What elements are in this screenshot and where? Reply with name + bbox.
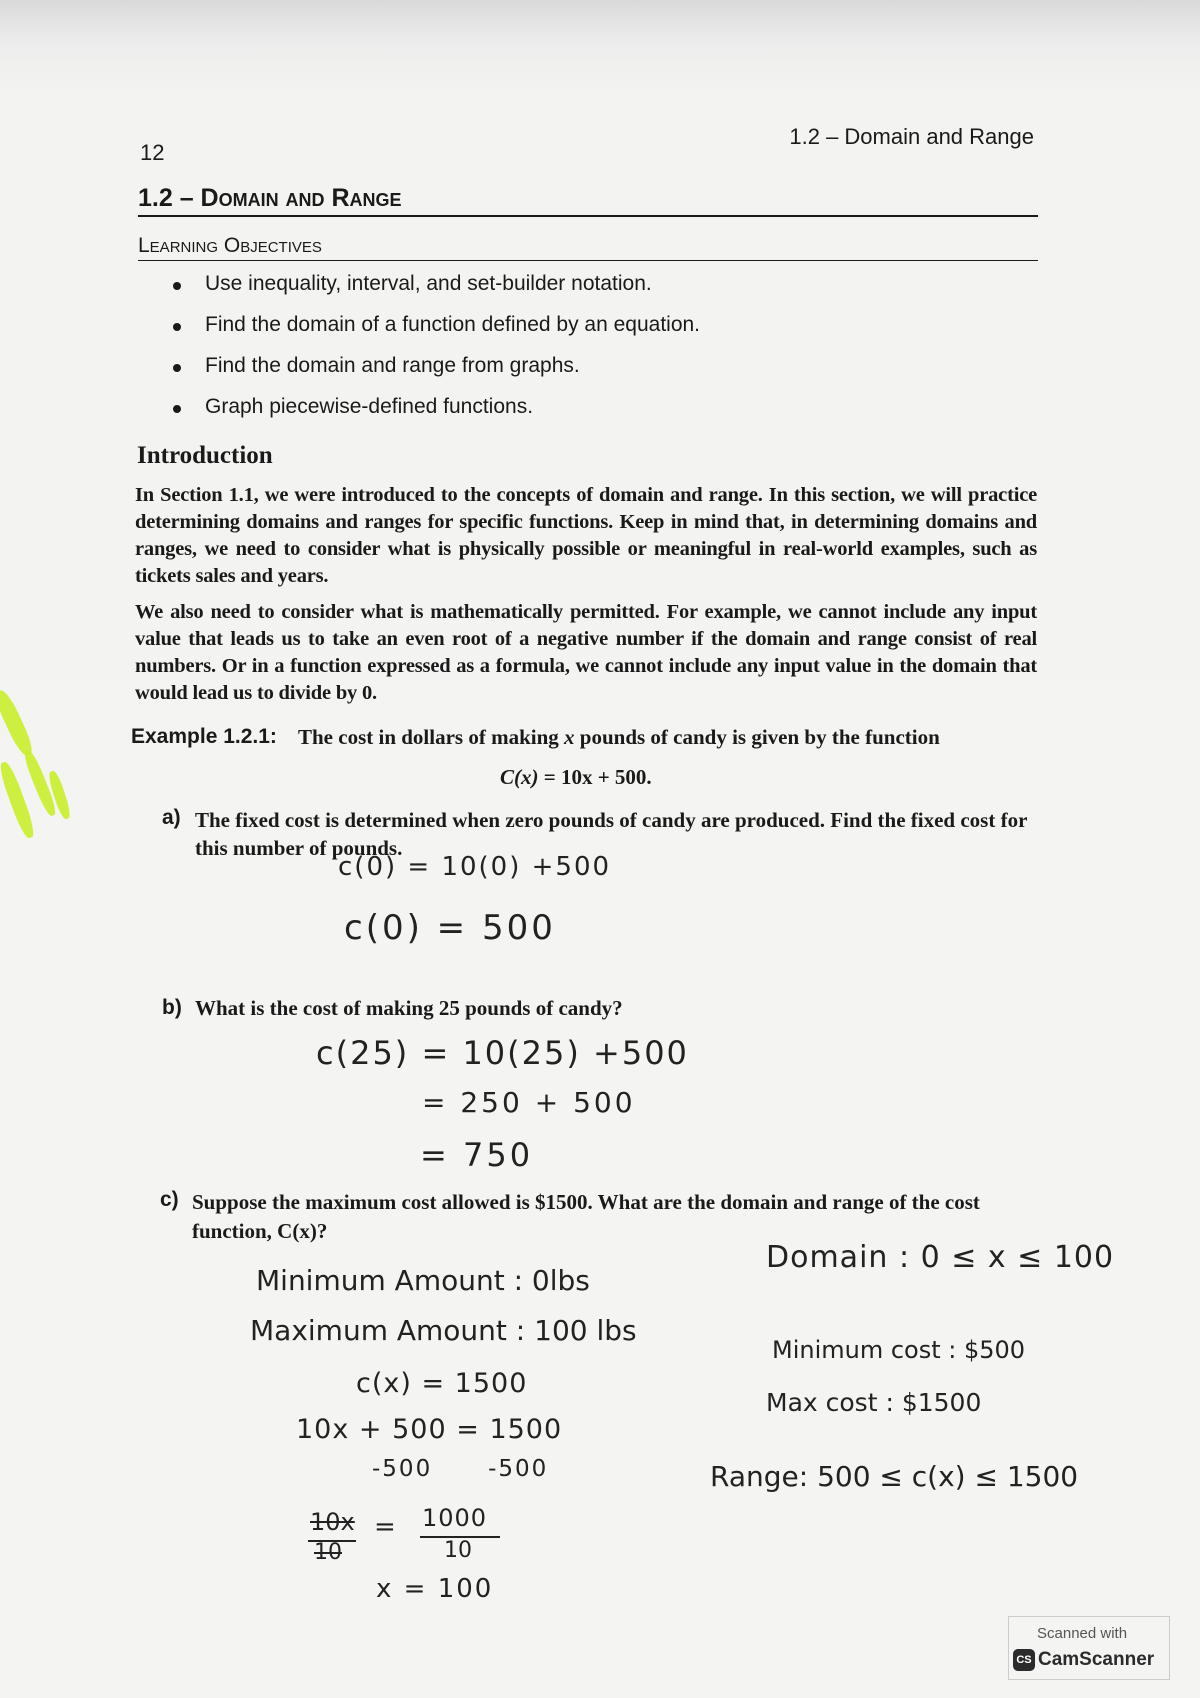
handwritten-domain: Domain : 0 ≤ x ≤ 100 [766, 1240, 1115, 1275]
handwritten-min-cost: Minimum cost : $500 [772, 1336, 1026, 1364]
section-title: 1.2 – Domain and Range [138, 184, 1038, 217]
handwritten-min-amount: Minimum Amount : 0lbs [256, 1264, 590, 1297]
scanner-watermark [1008, 1616, 1170, 1680]
fraction-right-denominator: 10 [444, 1538, 472, 1563]
example-variable: x [564, 725, 575, 749]
question-b-label: b) [162, 996, 182, 1019]
fraction-left-denominator: 10 [314, 1540, 342, 1565]
handwritten-b-line1: c(25) = 10(25) +500 [316, 1034, 689, 1072]
handwritten-range: Range: 500 ≤ c(x) ≤ 1500 [710, 1460, 1079, 1493]
handwritten-fraction-left [306, 1508, 366, 1578]
objective-item: Graph piecewise-defined functions. [165, 395, 1025, 436]
handwritten-equation-2: 10x + 500 = 1500 [296, 1414, 563, 1445]
handwritten-b-line3: = 750 [420, 1136, 534, 1174]
formula-lhs: C(x) [500, 765, 539, 789]
example-label: Example 1.2.1: [131, 725, 277, 748]
objective-item: Find the domain of a function defined by an equation. [165, 313, 1025, 354]
question-c: Suppose the maximum cost allowed is $1500. What are the domain and range of the cost function, C(x)? [192, 1190, 980, 1243]
formula-rhs: = 10x + 500. [538, 765, 652, 789]
objective-item: Find the domain and range from graphs. [165, 354, 1025, 395]
cost-formula [500, 765, 652, 790]
example-text-after: pounds of candy is given by the function [574, 725, 940, 749]
example-statement [298, 725, 940, 750]
question-a-label: a) [162, 806, 181, 829]
handwritten-max-cost: Max cost : $1500 [766, 1388, 982, 1417]
handwritten-a-line1: c(0) = 10(0) +500 [338, 852, 612, 882]
scanner-brand [1013, 1649, 1154, 1671]
objectives-title: Learning Objectives [138, 234, 1038, 261]
fraction-right-numerator: 1000 [422, 1504, 488, 1532]
handwritten-b-line2: = 250 + 500 [422, 1086, 636, 1119]
scanner-caption: Scanned with [1037, 1625, 1128, 1642]
handwritten-a-line2: c(0) = 500 [344, 908, 556, 948]
handwritten-equation-1: c(x) = 1500 [356, 1368, 528, 1399]
fraction-left-numerator: 10x [310, 1508, 355, 1536]
question-b: What is the cost of making 25 pounds of candy? [195, 996, 623, 1020]
question-c-label: c) [160, 1188, 179, 1211]
question-a: The fixed cost is determined when zero pounds of candy are produced. Find the fixed cost for this number of pounds. [195, 808, 1028, 860]
handwritten-max-amount: Maximum Amount : 100 lbs [250, 1314, 637, 1347]
page-number: 12 [140, 140, 165, 165]
introduction-heading: Introduction [137, 442, 273, 469]
intro-paragraph-1: In Section 1.1, we were introduced to the concepts of domain and range. In this section, we will practice determining domains and ranges for specific functions. Keep in mind that, in determining domains and ranges, we need to consider what is physically possible or meaningful in real-world examples, such as tickets sales and years. [135, 484, 1037, 587]
highlighter-mark [0, 688, 36, 758]
scanner-brand-name: CamScanner [1038, 1649, 1155, 1671]
objective-item: Use inequality, interval, and set-builder notation. [165, 272, 1025, 313]
handwritten-equation-3: -500 -500 [372, 1456, 549, 1482]
handwritten-fraction-right [420, 1504, 510, 1574]
running-head: 1.2 – Domain and Range [789, 124, 1034, 149]
handwritten-equals: = [374, 1512, 396, 1542]
handwritten-solution: x = 100 [376, 1574, 494, 1604]
objectives-list [165, 272, 1025, 436]
camscanner-icon: CS [1013, 1649, 1035, 1671]
example-text-before: The cost in dollars of making [298, 725, 565, 749]
intro-paragraph-2: We also need to consider what is mathematically permitted. For example, we cannot include any input value that leads us to take an even root of a negative number if the domain and range consist of real numbers. Or in a function expressed as a formula, we cannot include any input value in the domain that would lead us to divide by 0. [135, 601, 1037, 704]
